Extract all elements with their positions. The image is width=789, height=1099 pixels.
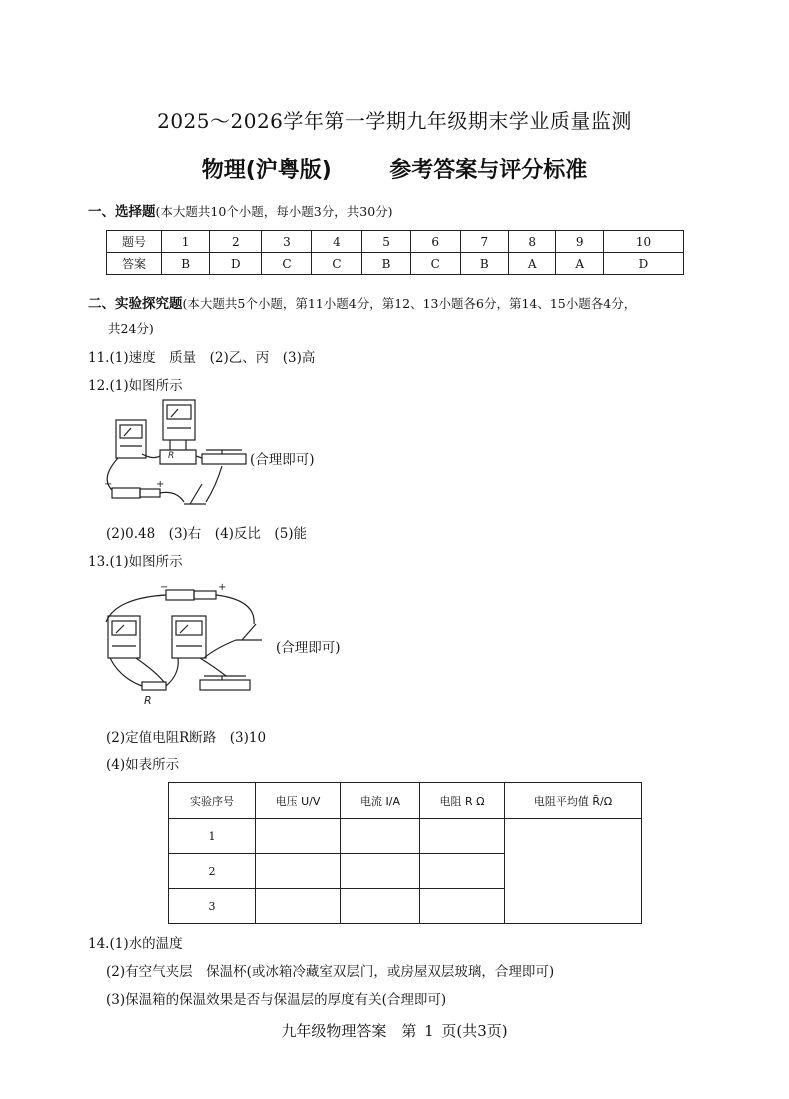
- col-header-resistance: 电阻 R Ω: [420, 783, 505, 819]
- battery-icon: [166, 590, 194, 600]
- q12-circuit-diagram: [98, 398, 268, 513]
- question-number-cell: 6: [410, 231, 460, 253]
- ammeter-icon: [108, 616, 140, 658]
- question-number-cell: 10: [603, 231, 683, 253]
- resistor-icon: [142, 682, 166, 690]
- section1-note: (本大题共10个小题，每小题3分，共30分): [155, 204, 393, 219]
- answer-cell: C: [312, 253, 362, 275]
- question-number-cell: 1: [162, 231, 210, 253]
- empty-cell: [420, 819, 505, 854]
- q14-line3: (3)保温箱的保温效果是否与保温层的厚度有关(合理即可): [106, 992, 447, 1008]
- answer-cell: A: [508, 253, 555, 275]
- q13-part1: 13.(1)如图所示: [88, 554, 183, 570]
- resistor-label: R: [144, 694, 152, 707]
- answer-cell: B: [362, 253, 410, 275]
- rheostat-icon: [200, 680, 250, 690]
- multiple-choice-answer-table: [106, 230, 684, 275]
- section2-heading-line: [88, 292, 636, 312]
- q12-part1: 12.(1)如图所示: [88, 378, 183, 394]
- empty-cell: [256, 819, 341, 854]
- exam-title: 2025～2026学年第一学期九年级期末学业质量监测: [157, 109, 632, 133]
- voltmeter-icon: [172, 616, 206, 658]
- empty-cell: [341, 819, 420, 854]
- switch-icon: [184, 484, 206, 504]
- answer-cell: B: [162, 253, 210, 275]
- col-header-voltage: 电压 U/V: [256, 783, 341, 819]
- question-number-row: [107, 231, 684, 253]
- empty-cell: [256, 889, 341, 924]
- answer-cell: D: [603, 253, 683, 275]
- battery-minus-label: −: [104, 479, 113, 490]
- subject-label: 物理(沪粤版): [201, 158, 332, 183]
- section1-heading-line: [88, 200, 393, 220]
- empty-cell: [505, 819, 642, 924]
- page-footer: 九年级物理答案 第 1 页(共3页): [281, 1022, 508, 1040]
- trial-number: 2: [169, 854, 256, 889]
- voltmeter-icon: [163, 400, 195, 440]
- q13-part4: (4)如表所示: [106, 757, 180, 773]
- question-number-cell: 7: [460, 231, 508, 253]
- question-number-cell: 8: [508, 231, 555, 253]
- battery-icon: [112, 488, 140, 498]
- question-number-cell: 9: [556, 231, 603, 253]
- row-label-question: 题号: [107, 231, 162, 253]
- q13-data-table: [168, 782, 642, 924]
- table-header-row: [169, 783, 642, 819]
- q11-answer: 11.(1)速度 质量 (2)乙、丙 (3)高: [88, 350, 316, 366]
- section2-note-2: 共24分): [108, 321, 154, 336]
- q14-line1: 14.(1)水的温度: [88, 936, 183, 952]
- empty-cell: [420, 854, 505, 889]
- question-number-cell: 5: [362, 231, 410, 253]
- section2-heading: 二、实验探究题: [88, 296, 183, 312]
- q12-figure-note: (合理即可): [250, 452, 315, 468]
- empty-cell: [341, 889, 420, 924]
- q13-part2: (2)定值电阻R断路 (3)10: [106, 730, 267, 746]
- question-number-cell: 3: [262, 231, 312, 253]
- resistor-label: R: [168, 451, 175, 461]
- battery-plus-label: +: [218, 582, 227, 593]
- battery-minus-label: −: [160, 582, 169, 593]
- question-number-cell: 2: [210, 231, 262, 253]
- rheostat-icon: [202, 454, 246, 464]
- table-row: [169, 819, 642, 854]
- col-header-average: 电阻平均值 R̄/Ω: [505, 783, 642, 819]
- section1-heading: 一、选择题: [88, 204, 156, 220]
- answer-row: [107, 253, 684, 275]
- q14-line2: (2)有空气夹层 保温杯(或冰箱冷藏室双层门，或房屋双层玻璃，合理即可): [106, 964, 555, 980]
- col-header-trial: 实验序号: [169, 783, 256, 819]
- switch-icon: [236, 624, 262, 640]
- trial-number: 3: [169, 889, 256, 924]
- trial-number: 1: [169, 819, 256, 854]
- empty-cell: [420, 889, 505, 924]
- answer-cell: A: [556, 253, 603, 275]
- q13-figure-note: (合理即可): [276, 640, 341, 656]
- q13-circuit-diagram: [96, 578, 276, 708]
- empty-cell: [256, 854, 341, 889]
- answer-key-label: 参考答案与评分标准: [389, 158, 588, 183]
- battery-plus-label: +: [156, 479, 165, 490]
- empty-cell: [341, 854, 420, 889]
- answer-cell: B: [460, 253, 508, 275]
- question-number-cell: 4: [312, 231, 362, 253]
- answer-cell: C: [410, 253, 460, 275]
- answer-cell: C: [262, 253, 312, 275]
- answer-cell: D: [210, 253, 262, 275]
- section2-note-1: (本大题共5个小题，第11小题4分，第12、13小题各6分，第14、15小题各4分，: [182, 296, 637, 311]
- q12-rest: (2)0.48 (3)右 (4)反比 (5)能: [106, 526, 308, 542]
- col-header-current: 电流 I/A: [341, 783, 420, 819]
- row-label-answer: 答案: [107, 253, 162, 275]
- answer-key-subtitle: [0, 153, 789, 184]
